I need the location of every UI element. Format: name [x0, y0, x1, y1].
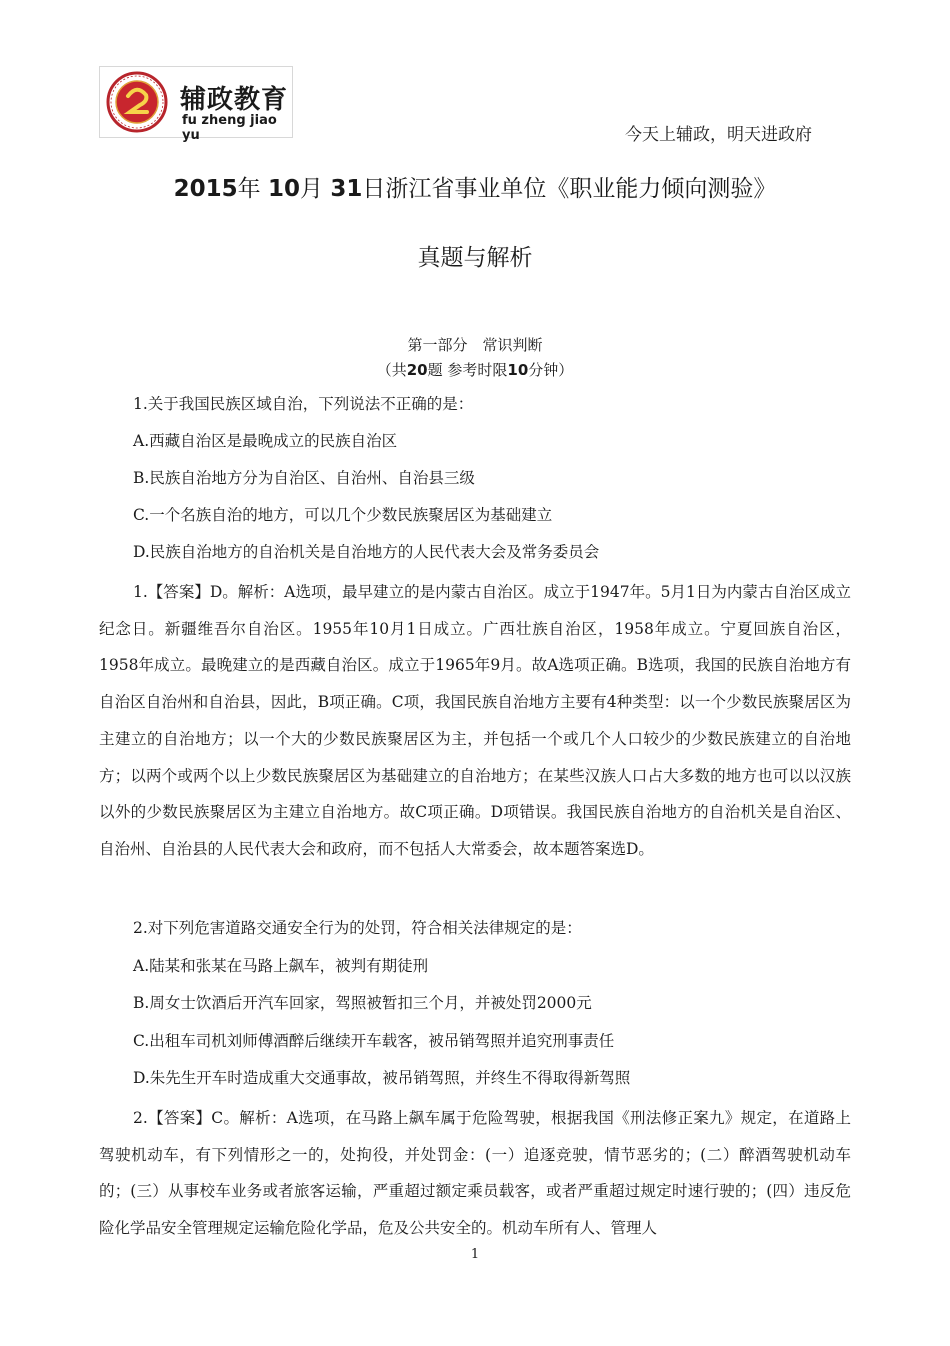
fuzheng-seal-logo [106, 71, 168, 133]
question-2-option-a: A.陆某和张某在马路上飙车，被判有期徒刑 [133, 957, 429, 975]
section-minutes: 10 [507, 361, 529, 379]
section-heading: 第一部分 常识判断 [407, 336, 543, 354]
header-slogan: 今天上辅政，明天进政府 [625, 125, 812, 145]
section-sub-open: （共 [376, 361, 407, 379]
title-month: 10 [267, 176, 300, 202]
title-year: 2015 [173, 176, 238, 202]
question-1-option-c: C.一个名族自治的地方，可以几个少数民族聚居区为基础建立 [133, 506, 553, 524]
question-1-option-d: D.民族自治地方的自治机关是自治地方的人民代表大会及常务委员会 [133, 543, 600, 561]
title-yue: 月 [300, 176, 323, 202]
title-rest: 日浙江省事业单位《职业能力倾向测验》 [362, 176, 777, 202]
logo-brand-pinyin: fu zheng jiao yu [182, 113, 277, 143]
question-1-option-a: A.西藏自治区是最晚成立的民族自治区 [133, 432, 398, 450]
question-2-stem: 2.对下列危害道路交通安全行为的处罚，符合相关法律规定的是： [133, 919, 582, 937]
document-subtitle: 真题与解析 [417, 245, 533, 271]
section-sub-mid: 题 参考时限 [427, 361, 508, 379]
logo-brand-chinese: 辅政教育 [180, 85, 289, 115]
question-1-stem: 1.关于我国民族区域自治，下列说法不正确的是： [133, 395, 474, 413]
question-1-option-b: B.民族自治地方分为自治区、自治州、自治县三级 [133, 469, 475, 487]
title-day: 31 [330, 176, 363, 202]
section-sub-close: 分钟） [528, 361, 574, 379]
logo [99, 66, 293, 143]
page-number: 1 [470, 1247, 480, 1262]
section-subheading [0, 359, 950, 380]
question-2-option-b: B.周女士饮酒后开汽车回家，驾照被暂扣三个月，并被处罚2000元 [133, 994, 592, 1012]
question-2-option-c: C.出租车司机刘师傅酒醉后继续开车载客，被吊销驾照并追究刑事责任 [133, 1032, 615, 1050]
question-1-answer-explanation: 1.【答案】D。解析：A选项，最早建立的是内蒙古自治区。成立于1947年。5月1日为内蒙古自治区成立纪念日。新疆维吾尔自治区。1955年10月1日成立。广西壮族自治区，1958年成立。宁夏回族自治区，1958年成立。最晚建立的是西藏自治区。成立于1965年9月。故A选项正确。B选项，我国的民族自治地方有自治区自治州和自治县，因此，B项正确。C项，我国民族自治地方主要有4种类型：以一个少数民族聚居区为主建立的自治地方；以一个大的少数民族聚居区为主，并包括一个或几个人口较少的少数民族建立的自治地方；以两个或两个以上少数民族聚居区为基础建立的自治地方；在某些汉族人口占大多数的地方也可以以汉族以外的少数民族聚居区为主建立自治地方。故C项正确。D项错误。我国民族自治地方的自治机关是自治区、自治州、自治县的人民代表大会和政府，而不包括人大常委会，故本题答案选D。 [99, 583, 851, 858]
section-question-count: 20 [406, 361, 428, 379]
question-2-answer-explanation: 2.【答案】C。解析：A选项，在马路上飙车属于危险驾驶，根据我国《刑法修正案九》规定，在道路上驾驶机动车，有下列情形之一的，处拘役，并处罚金：(一）追逐竞驶，情节恶劣的；(二）醉酒驾驶机动车的；(三）从事校车业务或者旅客运输，严重超过额定乘员载客，或者严重超过规定时速行驶的；(四）违反危险化学品安全管理规定运输危险化学品，危及公共安全的。机动车所有人、管理人 [99, 1109, 851, 1237]
document-title [0, 170, 950, 203]
question-2-option-d: D.朱先生开车时造成重大交通事故，被吊销驾照，并终生不得取得新驾照 [133, 1069, 631, 1087]
title-nian: 年 [237, 176, 261, 202]
